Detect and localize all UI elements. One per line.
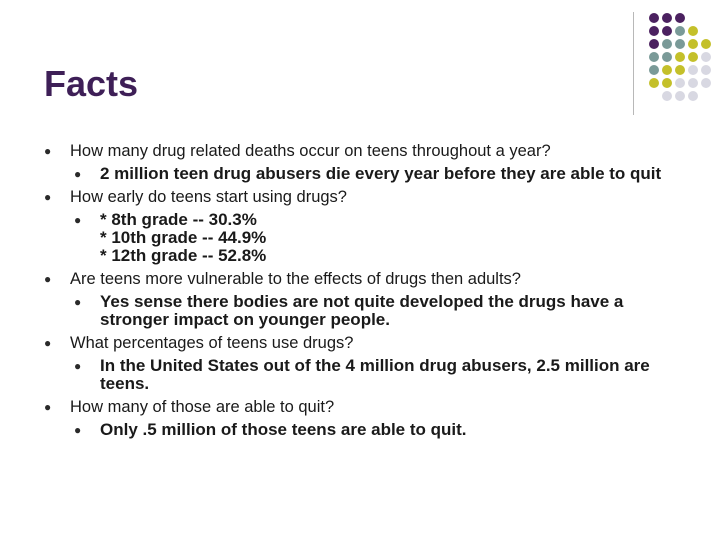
decorative-dot [701,78,711,88]
decorative-dot [662,78,672,88]
question-4: ● What percentages of teens use drugs? [44,334,684,353]
answer-4: ● In the United States out of the 4 million drug abusers, 2.5 million are teens. [74,357,684,393]
decorative-dot [701,65,711,75]
decorative-dot [662,91,672,101]
decorative-dot [688,91,698,101]
question-2: ● How early do teens start using drugs? [44,188,684,207]
decorative-dot [701,52,711,62]
decorative-dot [649,65,659,75]
answer-1: ● 2 million teen drug abusers die every year before they are able to quit [74,165,684,183]
decorative-dot [675,39,685,49]
decorative-dot [688,26,698,36]
decorative-dot [675,13,685,23]
decorative-dot [701,39,711,49]
decorative-dot [688,52,698,62]
decorative-dot [649,52,659,62]
decorative-dot [662,65,672,75]
decorative-dot [675,78,685,88]
decorative-dot [675,65,685,75]
decorative-dot [662,52,672,62]
decorative-dot [688,39,698,49]
decorative-dot [688,65,698,75]
question-5: ● How many of those are able to quit? [44,398,684,417]
bullet-list [44,142,684,444]
decorative-dot [688,78,698,88]
decorative-dot [675,91,685,101]
answer-5: ● Only .5 million of those teens are able to quit. [74,421,684,439]
decorative-dot [649,13,659,23]
decorative-dot [649,39,659,49]
decorative-dot [649,26,659,36]
decorative-dot [662,39,672,49]
question-1: ● How many drug related deaths occur on teens throughout a year? [44,142,684,161]
decorative-dot [662,26,672,36]
decorative-dot [649,78,659,88]
answer-3: ● Yes sense there bodies are not quite developed the drugs have a stronger impact on younger people. [74,293,684,329]
answer-2: ● * 8th grade -- 30.3% * 10th grade -- 44.9% * 12th grade -- 52.8% [74,211,684,265]
question-3: ● Are teens more vulnerable to the effects of drugs then adults? [44,270,684,289]
decorative-dot [675,26,685,36]
decorative-dot [662,13,672,23]
slide-title: Facts [44,63,139,104]
decorative-dot [675,52,685,62]
